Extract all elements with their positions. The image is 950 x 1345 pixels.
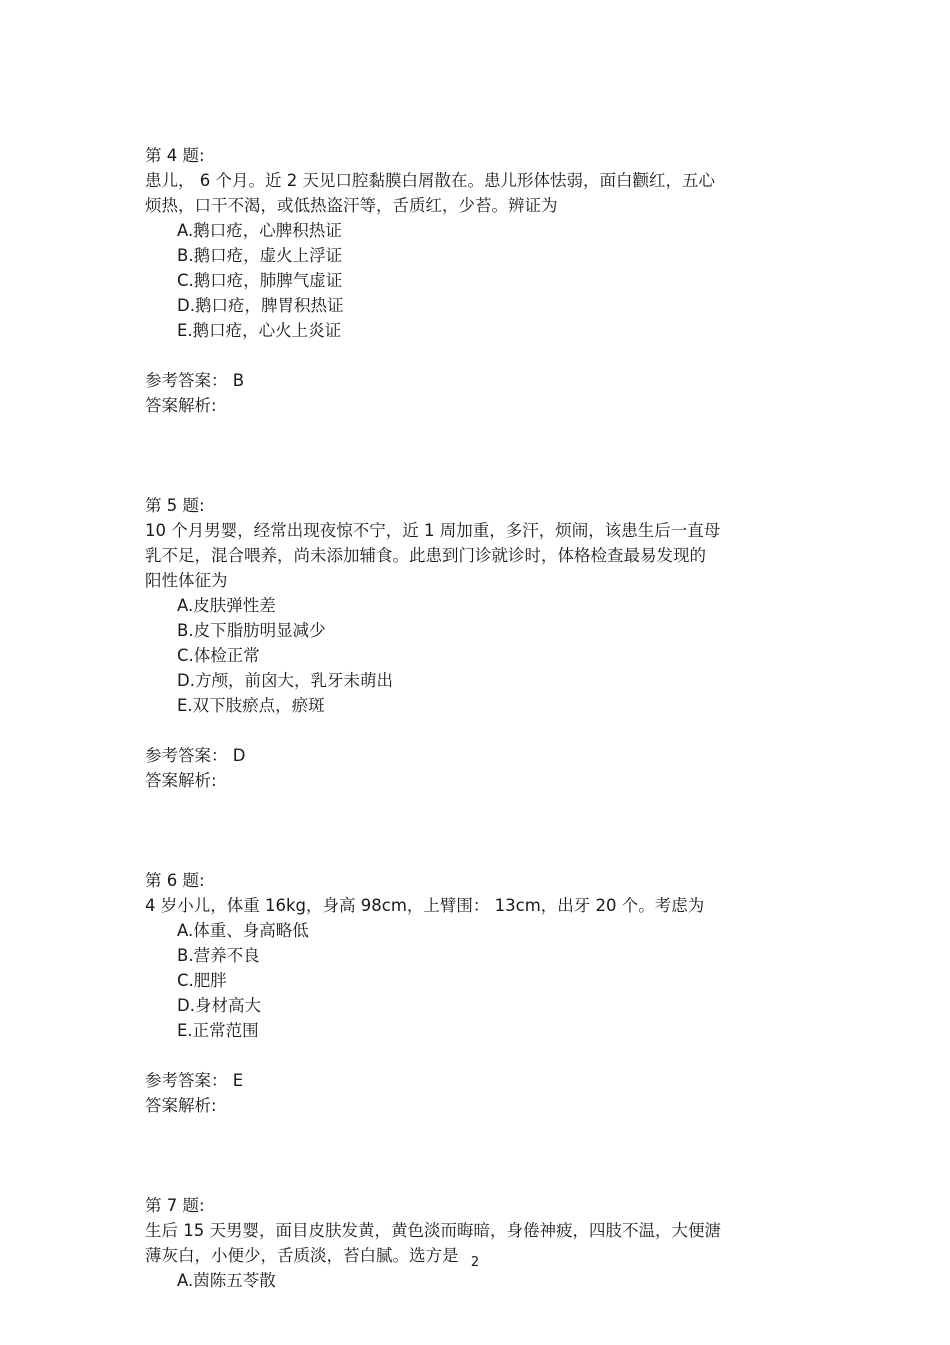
question-stem-line: 4 岁小儿，体重 16kg，身高 98cm，上臂围： 13cm，出牙 20 个。考虑为 bbox=[145, 896, 705, 915]
answer-block bbox=[145, 743, 805, 793]
option-b: B.鹅口疮，虚火上浮证 bbox=[177, 246, 343, 265]
spacer bbox=[145, 793, 805, 868]
option-e: E.正常范围 bbox=[177, 1021, 259, 1040]
question-7 bbox=[145, 1193, 805, 1293]
option-c: C.肥胖 bbox=[177, 971, 227, 990]
option-a: A.鹅口疮，心脾积热证 bbox=[177, 221, 342, 240]
question-title: 第 5 题: bbox=[145, 496, 205, 515]
question-stem-line: 阳性体征为 bbox=[145, 571, 228, 590]
question-title: 第 7 题: bbox=[145, 1196, 205, 1215]
option-a: A.体重、身高略低 bbox=[177, 921, 309, 940]
spacer bbox=[145, 418, 805, 493]
answer-block bbox=[145, 368, 805, 418]
option-list bbox=[145, 218, 805, 343]
option-e: E.双下肢瘀点，瘀斑 bbox=[177, 696, 325, 715]
answer-explanation: 答案解析: bbox=[145, 396, 217, 415]
document-body bbox=[145, 143, 805, 1293]
question-title: 第 6 题: bbox=[145, 871, 205, 890]
question-stem-line: 患儿， 6 个月。近 2 天见口腔黏膜白屑散在。患儿形体怯弱，面白颧红，五心 bbox=[145, 171, 715, 190]
option-a: A.茵陈五苓散 bbox=[177, 1271, 276, 1290]
question-stem-line: 10 个月男婴，经常出现夜惊不宁，近 1 周加重，多汗，烦闹，该患生后一直母 bbox=[145, 521, 721, 540]
option-list bbox=[145, 918, 805, 1043]
question-title: 第 4 题: bbox=[145, 146, 205, 165]
option-c: C.体检正常 bbox=[177, 646, 260, 665]
page-number: 2 bbox=[470, 1255, 480, 1270]
answer-explanation: 答案解析: bbox=[145, 771, 217, 790]
option-d: D.方颅，前囟大，乳牙未萌出 bbox=[177, 671, 393, 690]
option-b: B.营养不良 bbox=[177, 946, 260, 965]
question-stem-line: 生后 15 天男婴，面目皮肤发黄，黄色淡而晦暗，身倦神疲，四肢不温，大便溏 bbox=[145, 1221, 721, 1240]
option-c: C.鹅口疮，肺脾气虚证 bbox=[177, 271, 343, 290]
question-5 bbox=[145, 493, 805, 793]
option-b: B.皮下脂肪明显减少 bbox=[177, 621, 326, 640]
reference-answer: 参考答案： D bbox=[145, 746, 246, 765]
option-e: E.鹅口疮，心火上炎证 bbox=[177, 321, 342, 340]
question-4 bbox=[145, 143, 805, 418]
question-stem-line: 乳不足，混合喂养，尚未添加辅食。此患到门诊就诊时，体格检查最易发现的 bbox=[145, 546, 706, 565]
question-stem-line: 烦热，口干不渴，或低热盗汗等，舌质红，少苔。辨证为 bbox=[145, 196, 558, 215]
question-stem-line: 薄灰白，小便少，舌质淡，苔白腻。选方是 bbox=[145, 1246, 459, 1265]
option-a: A.皮肤弹性差 bbox=[177, 596, 276, 615]
option-d: D.身材高大 bbox=[177, 996, 261, 1015]
reference-answer: 参考答案： E bbox=[145, 1071, 244, 1090]
answer-block bbox=[145, 1068, 805, 1118]
option-d: D.鹅口疮，脾胃积热证 bbox=[177, 296, 344, 315]
spacer bbox=[145, 1118, 805, 1193]
answer-explanation: 答案解析: bbox=[145, 1096, 217, 1115]
question-6 bbox=[145, 868, 805, 1118]
option-list bbox=[145, 593, 805, 718]
reference-answer: 参考答案： B bbox=[145, 371, 245, 390]
